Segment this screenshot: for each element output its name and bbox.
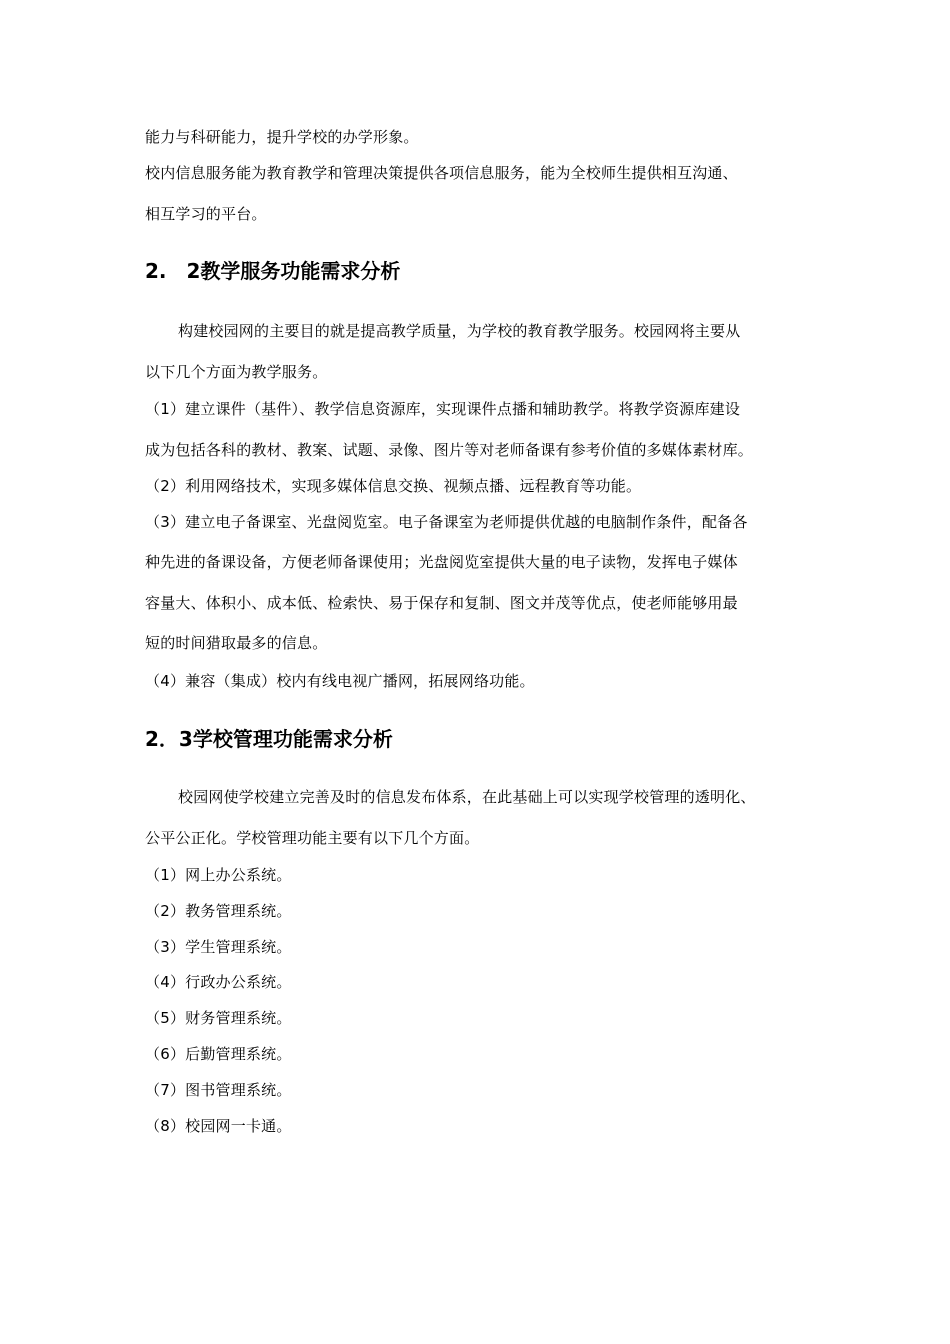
paragraph-line: 构建校园网的主要目的就是提高教学质量，为学校的教育教学服务。校园网将主要从 xyxy=(178,322,741,340)
intro-line-1: 能力与科研能力，提升学校的办学形象。 xyxy=(145,128,419,146)
section-heading-2-3: 2．3学校管理功能需求分析 xyxy=(145,727,393,751)
list-item: （7）图书管理系统。 xyxy=(145,1081,292,1099)
list-item: （4）行政办公系统。 xyxy=(145,973,292,991)
list-item: （6）后勤管理系统。 xyxy=(145,1045,292,1063)
list-item: （8）校园网一卡通。 xyxy=(145,1117,292,1135)
list-item: （2）教务管理系统。 xyxy=(145,902,292,920)
list-item: （1）建立课件（基件）、教学信息资源库，实现课件点播和辅助教学。将教学资源库建设 xyxy=(145,400,741,418)
list-item-continuation: 成为包括各科的教材、教案、试题、录像、图片等对老师备课有参考价值的多媒体素材库。 xyxy=(145,441,754,459)
list-item-continuation: 短的时间猎取最多的信息。 xyxy=(145,634,328,652)
section-heading-2-2: 2. 2教学服务功能需求分析 xyxy=(145,259,401,283)
list-item: （4）兼容（集成）校内有线电视广播网，拓展网络功能。 xyxy=(145,672,535,690)
list-item: （1）网上办公系统。 xyxy=(145,866,292,884)
list-item: （3）学生管理系统。 xyxy=(145,938,292,956)
list-item-continuation: 种先进的备课设备，方便老师备课使用；光盘阅览室提供大量的电子读物，发挥电子媒体 xyxy=(145,553,738,571)
paragraph-line: 公平公正化。学校管理功能主要有以下几个方面。 xyxy=(145,829,480,847)
list-item: （5）财务管理系统。 xyxy=(145,1009,292,1027)
paragraph-line: 校园网使学校建立完善及时的信息发布体系，在此基础上可以实现学校管理的透明化、 xyxy=(178,788,756,806)
list-item-continuation: 容量大、体积小、成本低、检索快、易于保存和复制、图文并茂等优点，使老师能够用最 xyxy=(145,594,738,612)
intro-line-2: 校内信息服务能为教育教学和管理决策提供各项信息服务，能为全校师生提供相互沟通、 xyxy=(145,164,738,182)
paragraph-line: 以下几个方面为教学服务。 xyxy=(145,363,328,381)
list-item: （2）利用网络技术，实现多媒体信息交换、视频点播、远程教育等功能。 xyxy=(145,477,642,495)
list-item: （3）建立电子备课室、光盘阅览室。电子备课室为老师提供优越的电脑制作条件，配备各 xyxy=(145,513,748,531)
intro-line-3: 相互学习的平台。 xyxy=(145,205,267,223)
